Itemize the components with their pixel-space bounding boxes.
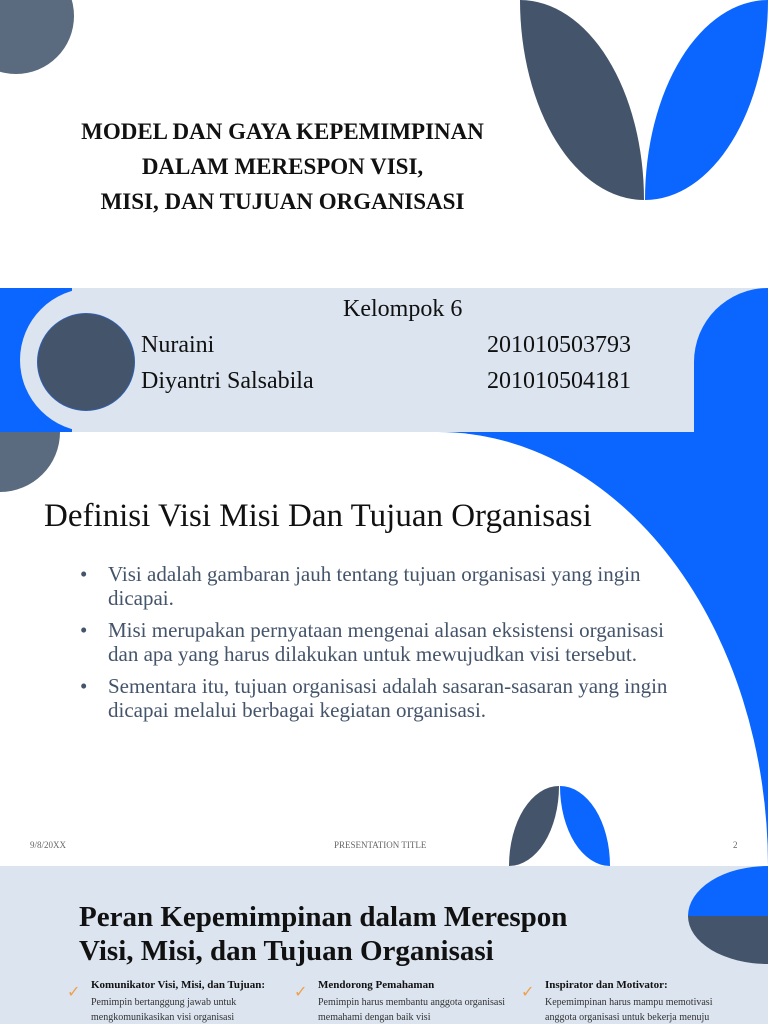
title-line: MISI, DAN TUJUAN ORGANISASI	[100, 189, 465, 214]
bullet-list	[80, 562, 690, 730]
slide-title	[0, 0, 768, 288]
check-icon: ✓	[294, 984, 308, 1001]
decorative-leaf-dark	[688, 916, 768, 964]
decorative-leaf-blue	[688, 866, 768, 916]
title-line: MODEL DAN GAYA KEPEMIMPINAN	[81, 119, 484, 144]
slide-leadership-role	[0, 866, 768, 1024]
decorative-circle	[0, 0, 74, 74]
decorative-leaf-dark	[520, 0, 644, 200]
decorative-circle	[37, 313, 135, 411]
role-title: Mendorong Pemahaman	[318, 979, 435, 991]
role-text: Kepemimpinan harus mampu memotivasi anggota organisasi untuk bekerja menuju	[545, 997, 713, 1023]
bullet-item: • Misi merupakan pernyataan mengenai alasan eksistensi organisasi dan apa yang harus dilakukan untuk mewujudkan visi tersebut.	[80, 618, 690, 666]
page-number: 2	[733, 840, 738, 850]
bullet-item: • Visi adalah gambaran jauh tentang tujuan organisasi yang ingin dicapai.	[80, 562, 690, 610]
footer-date: 9/8/20XX	[30, 840, 66, 850]
role-text: Pemimpin bertanggung jawab untuk mengkomunikasikan visi organisasi	[91, 997, 237, 1023]
member-id: 201010503793	[487, 332, 631, 358]
role-column	[67, 978, 281, 1024]
heading-line: Peran Kepemimpinan dalam Merespon	[79, 901, 568, 933]
title-line: DALAM MERESPON VISI,	[141, 154, 424, 179]
member-name: Diyantri Salsabila	[141, 368, 314, 394]
role-column	[521, 978, 735, 1024]
member-name: Nuraini	[141, 332, 215, 358]
bullet-item: • Sementara itu, tujuan organisasi adalah sasaran-sasaran yang ingin dicapai melalui berbagai kegiatan organisasi.	[80, 674, 690, 722]
presentation-title	[30, 114, 535, 219]
role-column	[294, 978, 508, 1024]
footer-title: PRESENTATION TITLE	[334, 840, 427, 850]
decorative-leaf-blue	[645, 0, 768, 200]
role-title: Komunikator Visi, Misi, dan Tujuan:	[91, 979, 266, 991]
heading-line: Visi, Misi, dan Tujuan Organisasi	[79, 935, 494, 967]
decorative-shape-blue	[694, 288, 768, 432]
slide-heading: Definisi Visi Misi Dan Tujuan Organisasi	[44, 498, 592, 534]
check-icon: ✓	[67, 984, 81, 1001]
slide-heading	[79, 900, 567, 968]
slide-definition	[0, 432, 768, 866]
group-name: Kelompok 6	[343, 296, 463, 322]
slide-group-members	[0, 288, 768, 432]
check-icon: ✓	[521, 984, 535, 1001]
role-title: Inspirator dan Motivator:	[545, 979, 668, 991]
role-text: Pemimpin harus membantu anggota organisasi memahami dengan baik visi	[318, 997, 506, 1023]
member-id: 201010504181	[487, 368, 631, 394]
